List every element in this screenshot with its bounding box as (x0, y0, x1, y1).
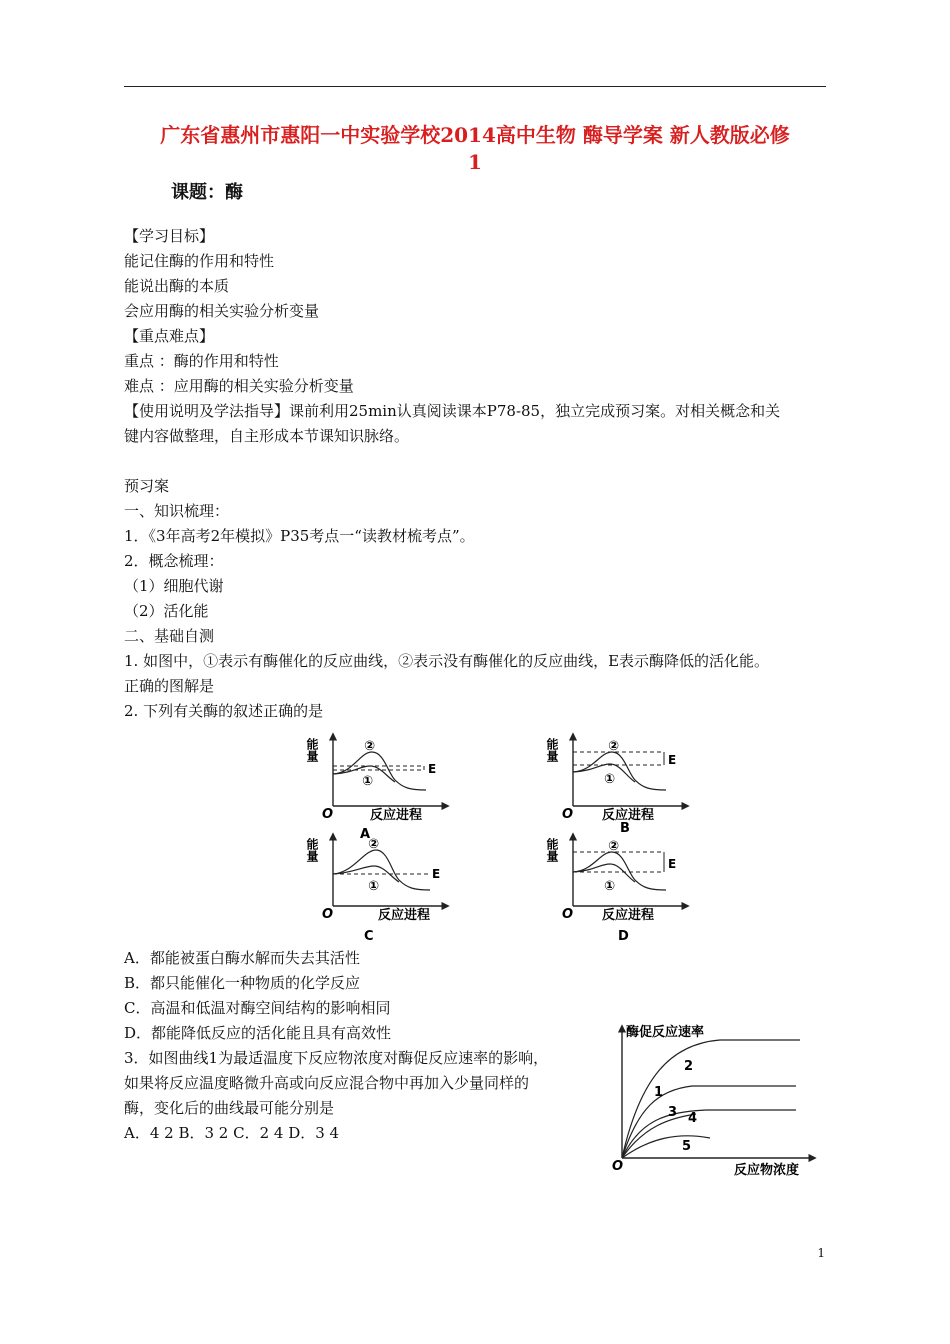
key-point: 重点 ：酶的作用和特性 (124, 352, 279, 370)
x-label: 反应进程 (602, 908, 655, 923)
origin-label: O (562, 907, 574, 922)
origin-label: O (322, 807, 334, 822)
y-label: 能量 (545, 738, 559, 762)
question-1-line-1: 1. 如图中，①表示有酶催化的反应曲线，②表示没有酶催化的反应曲线，E表示酶降低的活化能。 (124, 652, 770, 670)
e-label: E (668, 753, 677, 767)
item-2: 2．概念梳理： (124, 552, 224, 570)
goal-3: 会应用酶的相关实验分析变量 (124, 302, 320, 320)
y-label: 能量 (545, 838, 559, 862)
rate-chart-svg (610, 1018, 825, 1178)
curve-2 (573, 752, 666, 790)
energy-panel-b (545, 734, 688, 836)
question-3-line-3: 酶，变化后的曲线最可能分别是 (124, 1099, 335, 1117)
question-3-line-1: 3．如图曲线1为最适温度下反应物浓度对酶促反应速率的影响， (124, 1049, 549, 1067)
rate-chart (610, 1018, 825, 1182)
goal-1: 能记住酶的作用和特性 (124, 252, 275, 270)
item-1: 1．《3年高考2年模拟》P35考点一“读教材梳考点”。 (124, 527, 475, 545)
curve-2 (622, 1040, 800, 1158)
energy-diagram-group (305, 728, 708, 947)
doc-title-line2: 1 (468, 150, 482, 174)
energy-diagrams-svg (305, 728, 708, 944)
origin-label: O (562, 807, 574, 822)
e-label: E (432, 867, 441, 881)
e-label: E (668, 857, 677, 871)
question-2: 2. 下列有关酶的叙述正确的是 (124, 702, 324, 720)
curve-2 (573, 852, 666, 890)
panel-label: D (618, 929, 629, 944)
item-2b: （2）活化能 (124, 602, 209, 620)
y-label: 能量 (305, 738, 319, 762)
preview-heading: 预习案 (124, 477, 170, 495)
question-1-line-2: 正确的图解是 (124, 677, 215, 695)
curve-2 (333, 752, 426, 790)
curve-5 (622, 1136, 710, 1158)
curve-label-1: 1 (654, 1085, 664, 1100)
origin-label: O (322, 907, 334, 922)
section-1-heading: 一、知识梳理： (124, 502, 230, 520)
curve-label-3: 3 (668, 1105, 678, 1120)
key-heading: 【重点难点】 (124, 327, 215, 345)
item-2a: （1）细胞代谢 (124, 577, 224, 595)
option-2a: A．都能被蛋白酶水解而失去其活性 (124, 949, 360, 967)
section-2-heading: 二、基础自测 (124, 627, 215, 645)
curve-label-4: 4 (688, 1111, 698, 1126)
header-rule (124, 86, 826, 87)
curve-2-label: ② (368, 837, 380, 852)
curve-4 (622, 1110, 796, 1158)
curve-2-label: ② (608, 739, 620, 754)
panel-label: A (360, 827, 371, 842)
curve-2-label: ② (364, 739, 376, 754)
energy-panel-c (305, 834, 448, 944)
curve-1 (622, 1086, 796, 1158)
question-3-line-2: 如果将反应温度略微升高或向反应混合物中再加入少量同样的 (124, 1074, 530, 1092)
goal-heading: 【学习目标】 (124, 227, 215, 245)
curve-1-label: ① (604, 879, 616, 894)
page-number: 1 (817, 1246, 825, 1260)
curve-1-label: ① (368, 879, 380, 894)
curve-1-label: ① (604, 772, 616, 787)
x-axis-label: 反应物浓度 (734, 1163, 800, 1178)
origin-label: O (612, 1159, 624, 1174)
difficult-point: 难点 ：应用酶的相关实验分析变量 (124, 377, 354, 395)
x-label: 反应进程 (370, 808, 423, 823)
curve-1-label: ① (362, 774, 374, 789)
e-label: E (428, 762, 437, 776)
curve-2 (333, 850, 430, 890)
option-2b: B．都只能催化一种物质的化学反应 (124, 974, 361, 992)
curve-label-2: 2 (684, 1059, 694, 1074)
usage-line-2: 键内容做整理，自主形成本节课知识脉络。 (124, 427, 410, 445)
y-axis-label: 酶促反应速率 (626, 1025, 705, 1040)
curve-2-label: ② (608, 839, 620, 854)
x-label: 反应进程 (602, 808, 655, 823)
panel-label: C (364, 929, 374, 944)
doc-title: 广东省惠州市惠阳一中实验学校2014高中生物 酶导学案 新人教版必修 (160, 123, 790, 147)
x-label: 反应进程 (378, 908, 431, 923)
energy-panel-d (545, 834, 688, 944)
question-3-options: A．4 2 B．3 2 C．2 4 D．3 4 (124, 1124, 340, 1142)
energy-panel-a (305, 734, 448, 842)
y-label: 能量 (305, 838, 319, 862)
lesson-subject: 课题：酶 (171, 182, 243, 203)
panel-label: B (620, 821, 630, 836)
usage-line-1: 【使用说明及学法指导】课前利用25min认真阅读课本P78-85，独立完成预习案。对相关概念和关 (124, 402, 781, 420)
goal-2: 能说出酶的本质 (124, 277, 230, 295)
curve-label-5: 5 (682, 1139, 692, 1154)
option-2d: D．都能降低反应的活化能且具有高效性 (124, 1024, 392, 1042)
option-2c: C．高温和低温对酶空间结构的影响相同 (124, 999, 391, 1017)
